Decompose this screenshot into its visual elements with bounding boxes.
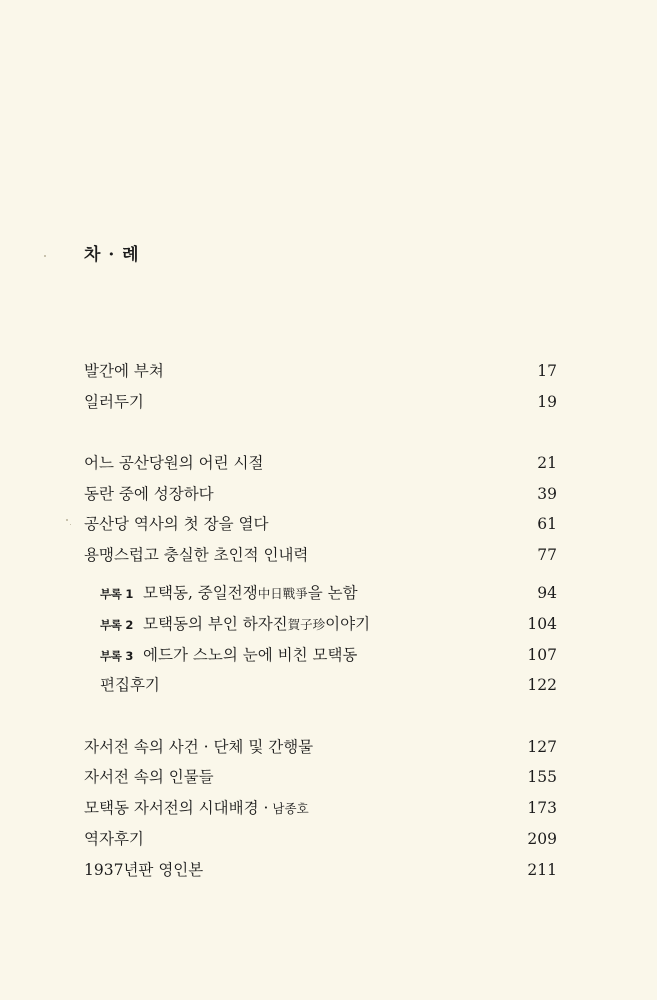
entry-page-number: 17 [537,362,557,380]
entry-page-number: 104 [527,615,557,633]
entry-title-text: 모택동 자서전의 시대배경 · [84,799,269,817]
toc-entry[interactable] [84,512,557,536]
entry-title: 어느 공산당원의 어린 시절 [84,454,264,472]
paper-speck [70,524,71,525]
entry-title [100,643,357,668]
appendix-label: 부록 1 [100,587,134,601]
appendix-label: 부록 2 [100,618,134,632]
entry-title: 동란 중에 성장하다 [84,485,214,503]
toc-entry[interactable] [84,543,557,567]
entry-page-number: 61 [537,515,557,533]
entry-title [100,581,358,606]
entry-page-number: 127 [527,738,557,756]
entry-page-number: 173 [527,799,557,817]
toc-heading: 차 · 례 [84,245,140,265]
toc-entry[interactable] [84,796,557,820]
entry-title: 발간에 부쳐 [84,362,164,380]
entry-page-number: 21 [537,454,557,472]
entry-page-number: 209 [527,830,557,848]
entry-title [100,612,370,637]
entry-page-number: 94 [537,584,557,602]
entry-title: 공산당 역사의 첫 장을 열다 [84,515,269,533]
entry-page-number: 19 [537,393,557,411]
entry-title: 용맹스럽고 충실한 초인적 인내력 [84,546,309,564]
entry-title: 자서전 속의 사건 · 단체 및 간행물 [84,738,314,756]
entry-title-text: 모택동, 중일전쟁 [143,584,258,602]
toc-entry[interactable] [84,390,557,414]
entry-title-text: 에드가 스노의 눈에 비친 모택동 [143,646,358,664]
entry-title-hanja: 中日戰爭 [257,586,308,601]
toc-appendix-entry[interactable] [100,581,557,605]
entry-title: 자서전 속의 인물들 [84,768,214,786]
entry-title: 역자후기 [84,830,144,848]
entry-page-number: 107 [527,646,557,664]
toc-entry[interactable] [84,451,557,475]
entry-title: 편집후기 [100,676,160,694]
toc-entry[interactable] [84,482,557,506]
entry-title: 일러두기 [84,393,144,411]
entry-title [84,796,309,821]
toc-entry[interactable] [84,827,557,851]
entry-page-number: 155 [527,768,557,786]
entry-title-text: 모택동의 부인 하자진 [143,615,288,633]
entry-page-number: 122 [527,676,557,694]
entry-title-hanja: 賀子珍 [287,617,326,632]
paper-speck [44,255,46,257]
paper-speck [66,519,68,521]
toc-entry[interactable] [84,359,557,383]
entry-page-number: 39 [537,485,557,503]
toc-entry[interactable] [84,765,557,789]
toc-appendix-entry[interactable] [100,612,557,636]
entry-title-suffix: 을 논함 [307,584,358,602]
toc-entry[interactable] [84,735,557,759]
toc-entry[interactable] [100,673,557,697]
entry-page-number: 77 [537,546,557,564]
entry-title: 1937년판 영인본 [84,861,204,879]
entry-title-suffix: 이야기 [325,615,371,633]
toc-entry[interactable] [84,858,557,882]
appendix-label: 부록 3 [100,649,134,663]
entry-page-number: 211 [527,861,557,879]
toc-appendix-entry[interactable] [100,643,557,667]
entry-author: 남종호 [272,801,309,816]
